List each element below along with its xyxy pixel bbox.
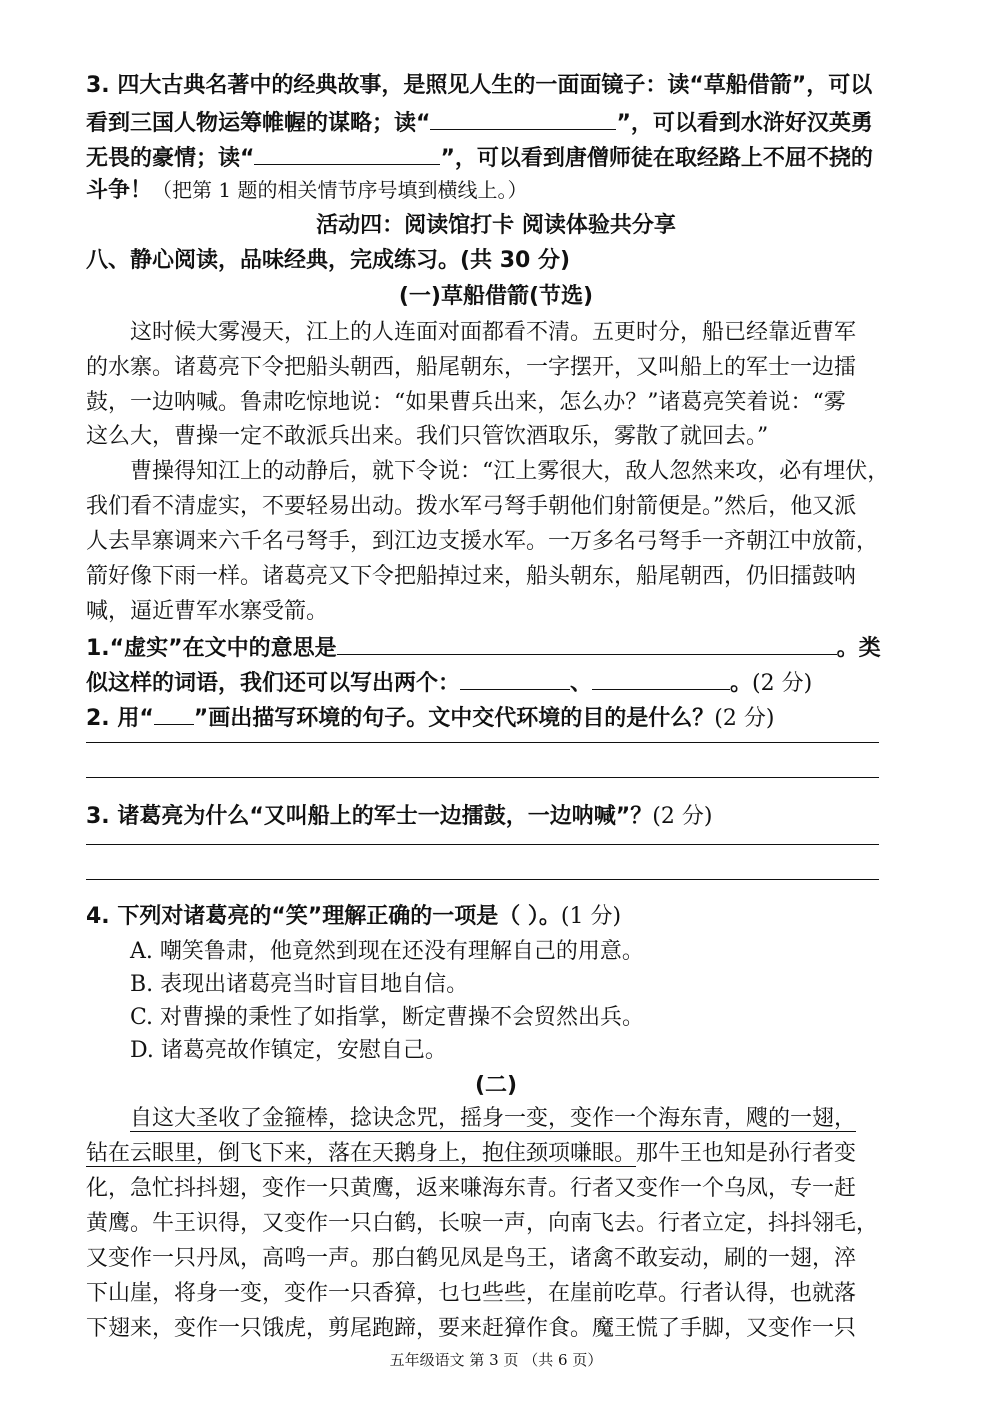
question-1: 1.“虚实”在文中的意思是 。类 xyxy=(86,632,906,664)
question-1-cont: 似这样的词语，我们还可以写出两个： 、 。(2 分) xyxy=(86,667,906,699)
score-label: (2 分) xyxy=(752,671,813,696)
underline-sample xyxy=(154,702,194,725)
passage1-line: 鼓，一边呐喊。鲁肃吃惊地说：“如果曹兵出来，怎么办？”诸葛亮笑着说：“雾 xyxy=(86,390,846,415)
passage2-line: 钻在云眼里，倒飞下来，落在天鹅身上，抱住颈项嗛眼。那牛王也知是孙行者变 xyxy=(86,1141,857,1166)
passage2-line: 下山崖，将身一变，变作一只香獐，乜乜些些，在崖前吃草。行者认得，也就落 xyxy=(86,1281,857,1306)
answer-line-q2[interactable] xyxy=(86,777,879,778)
passage1-line: 的水寨。诸葛亮下令把船头朝西，船尾朝东，一字摆开，又叫船上的军士一边擂 xyxy=(86,355,857,380)
passage1-line: 这么大，曹操一定不敢派兵出来。我们只管饮酒取乐，雾散了就回去。” xyxy=(86,424,769,449)
q3-hint: （把第 1 题的相关情节序号填到横线上。） xyxy=(152,178,528,202)
question-3: 3. 诸葛亮为什么“又叫船上的军士一边擂鼓，一边呐喊”？(2 分) xyxy=(86,804,713,829)
answer-line-q3[interactable] xyxy=(86,879,879,880)
passage1-line: 曹操得知江上的动静后，就下令说：“江上雾很大，敌人忽然来攻，必有埋伏， xyxy=(130,459,890,484)
activity-title: 活动四：阅读馆打卡 阅读体验共分享 xyxy=(316,213,676,238)
score-label: (2 分) xyxy=(714,706,775,731)
q3-intro-line4: 斗争！（把第 1 题的相关情节序号填到横线上。） xyxy=(86,178,528,203)
q3-intro-text: 3. 四大古典名著中的经典故事，是照见人生的一面面镜子：读“草船借箭”，可以 xyxy=(86,73,873,98)
passage1-line: 我们看不清虚实，不要轻易出动。拨水军弓弩手朝他们射箭便是。”然后，他又派 xyxy=(86,494,857,519)
score-label: (1 分) xyxy=(560,904,622,929)
answer-blank-meaning[interactable] xyxy=(337,632,837,655)
option-d[interactable]: D. 诸葛亮故作镇定，安慰自己。 xyxy=(130,1038,447,1063)
page-footer: 五年级语文 第 3 页 （共 6 页） xyxy=(389,1351,603,1369)
passage2-line: 又变作一只丹凤，高鸣一声。那白鹤见凤是鸟王，诸禽不敢妄动，刷的一翅，淬 xyxy=(86,1246,857,1271)
option-a[interactable]: A. 嘲笑鲁肃，他竟然到现在还没有理解自己的用意。 xyxy=(130,939,644,964)
answer-blank-word-2[interactable] xyxy=(592,667,730,690)
answer-line-q3[interactable] xyxy=(86,844,879,845)
q3-intro-line3: 无畏的豪情；读“ ”，可以看到唐僧师徒在取经路上不屈不挠的 xyxy=(86,142,906,174)
passage2-line: 下翅来，变作一只饿虎，剪尾跑蹄，要来赶獐作食。魔王慌了手脚，又变作一只 xyxy=(86,1316,857,1341)
drawn-environment-sentence: 钻在云眼里，倒飞下来，落在天鹅身上，抱住颈项嗛眼。 xyxy=(86,1141,637,1166)
answer-blank-water-margin[interactable] xyxy=(430,107,616,130)
passage2-line: 黄鹰。牛王识得，又变作一只白鹤，长唳一声，向南飞去。行者立定，抖抖翎毛， xyxy=(86,1211,879,1236)
score-label: (2 分) xyxy=(652,804,713,829)
answer-blank-word-1[interactable] xyxy=(460,667,570,690)
passage1-title: (一)草船借箭(节选) xyxy=(398,284,594,309)
passage1-line: 喊，逼近曹军水寨受箭。 xyxy=(86,599,329,624)
passage1-line: 箭好像下雨一样。诸葛亮又下令把船掉过来，船头朝东，船尾朝西，仍旧擂鼓呐 xyxy=(86,564,857,589)
question-4: 4. 下列对诸葛亮的“笑”理解正确的一项是（ ）。(1 分) xyxy=(86,904,622,929)
q3-intro-line2: 看到三国人物运筹帷幄的谋略；读“ ”，可以看到水浒好汉英勇 xyxy=(86,107,906,139)
passage2-line-underlined: 自这大圣收了金箍棒，捻诀念咒，摇身一变，变作一个海东青，飕的一翅， xyxy=(130,1106,857,1131)
passage1-line: 这时候大雾漫天，江上的人连面对面都看不清。五更时分，船已经靠近曹军 xyxy=(130,320,857,345)
passage2-title: (二) xyxy=(474,1073,518,1098)
option-b[interactable]: B. 表现出诸葛亮当时盲目地自信。 xyxy=(130,972,469,997)
passage2-line: 化，急忙抖抖翅，变作一只黄鹰，返来嗛海东青。行者又变作一个乌凤，专一赶 xyxy=(86,1176,857,1201)
answer-line-q2[interactable] xyxy=(86,742,879,743)
question-2: 2. 用“ ”画出描写环境的句子。文中交代环境的目的是什么？(2 分) xyxy=(86,702,906,734)
q3-intro-line1 xyxy=(86,71,906,101)
option-c[interactable]: C. 对曹操的秉性了如指掌，断定曹操不会贸然出兵。 xyxy=(130,1005,645,1030)
section-heading: 八、静心阅读，品味经典，完成练习。(共 30 分) xyxy=(86,248,571,273)
answer-blank-journey-west[interactable] xyxy=(254,142,440,165)
passage1-line: 人去旱寨调来六千名弓弩手，到江边支援水军。一万多名弓弩手一齐朝江中放箭， xyxy=(86,529,879,554)
